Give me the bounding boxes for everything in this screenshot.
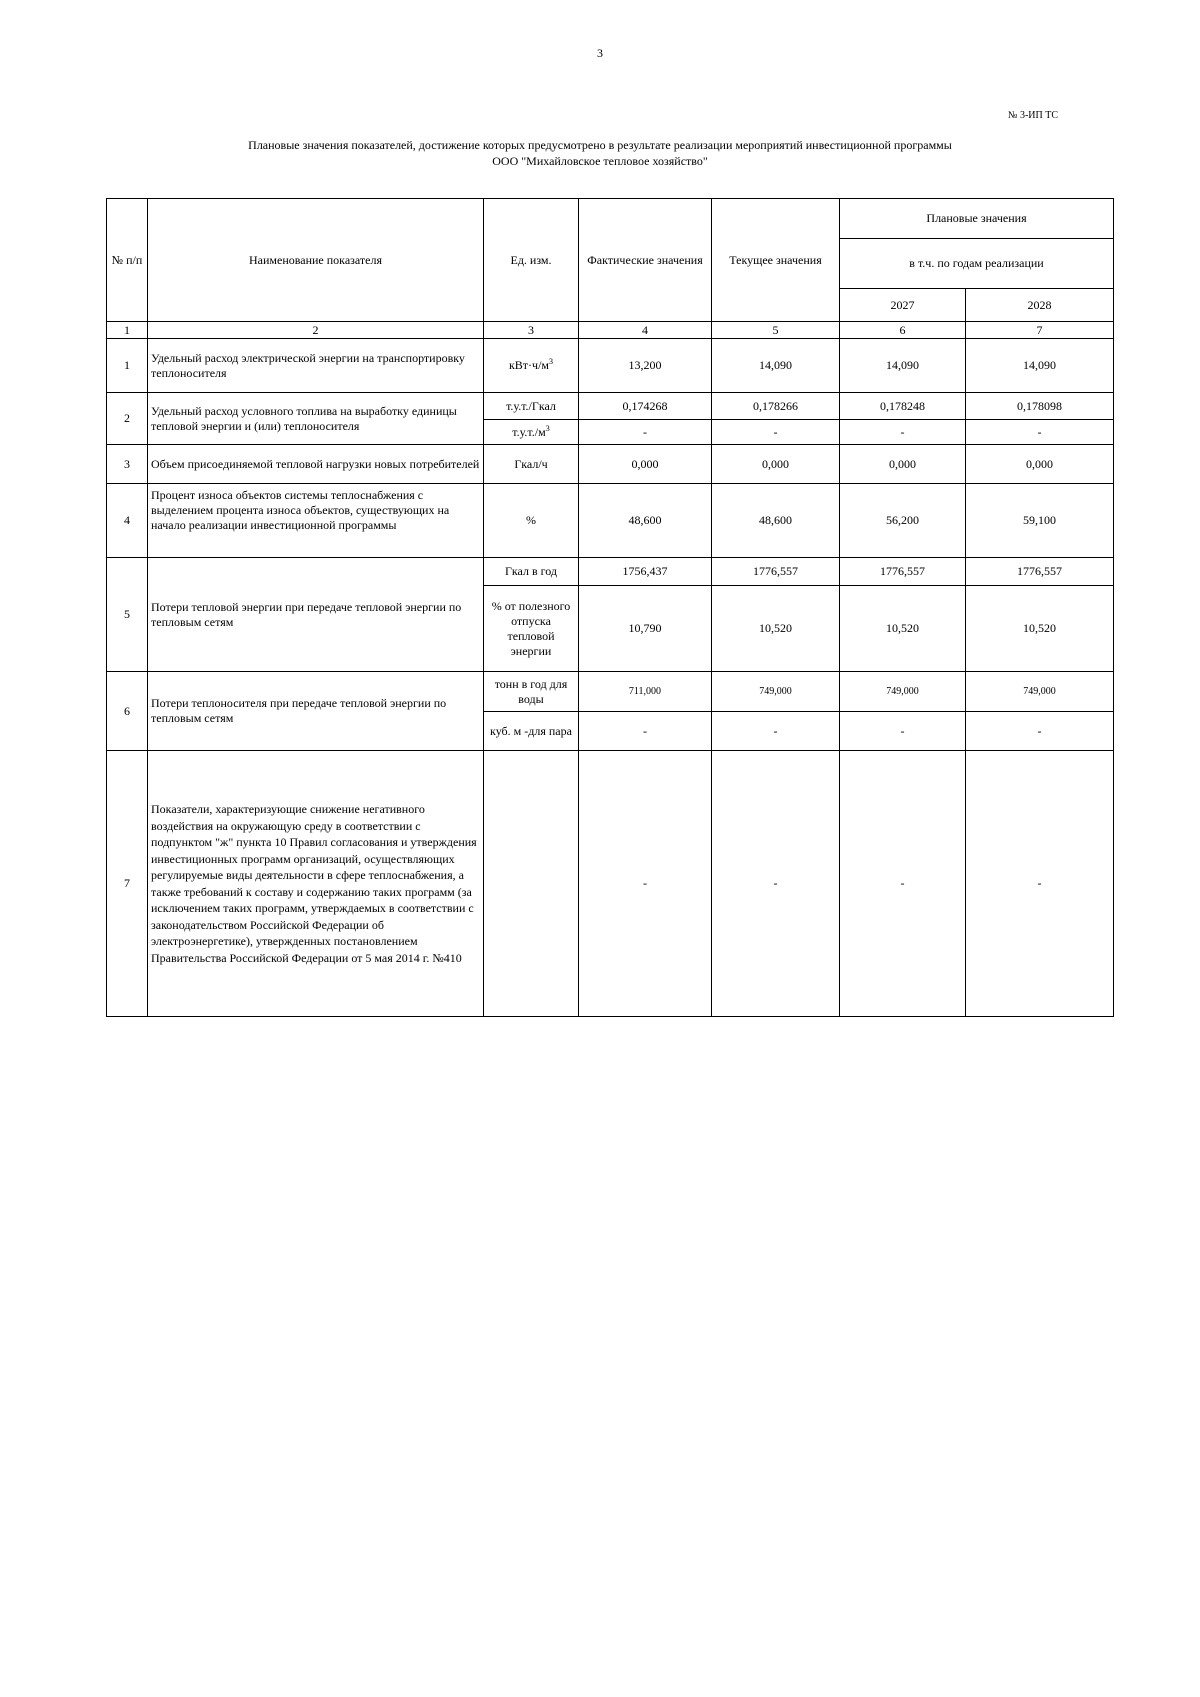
value-2028: 10,520 [966, 586, 1114, 672]
row-unit [484, 751, 579, 1017]
column-number: 1 [107, 322, 148, 339]
row-unit: тонн в год для воды [484, 672, 579, 712]
form-code: № 3-ИП ТС [1007, 110, 1058, 121]
value-current: 10,520 [712, 586, 840, 672]
header-by-years: в т.ч. по годам реализации [840, 239, 1114, 289]
value-actual: 0,000 [579, 445, 712, 484]
value-2027: - [840, 751, 966, 1017]
indicators-table [106, 198, 1114, 1017]
row-num: 3 [107, 445, 148, 484]
table-row [107, 558, 1114, 586]
header-year-2028: 2028 [966, 289, 1114, 322]
value-actual: 1756,437 [579, 558, 712, 586]
row-name: Удельный расход условного топлива на выработку единицы тепловой энергии и (или) теплоносителя [148, 393, 484, 445]
value-actual: 10,790 [579, 586, 712, 672]
value-2028: 14,090 [966, 339, 1114, 393]
value-2027: - [840, 712, 966, 751]
header-year-2027: 2027 [840, 289, 966, 322]
row-num: 7 [107, 751, 148, 1017]
header-num: № п/п [107, 199, 148, 322]
column-number: 2 [148, 322, 484, 339]
value-2027: 0,000 [840, 445, 966, 484]
table-row [107, 339, 1114, 393]
table-row [107, 445, 1114, 484]
value-current: 749,000 [712, 672, 840, 712]
row-num: 1 [107, 339, 148, 393]
value-current: 0,000 [712, 445, 840, 484]
value-2027: - [840, 420, 966, 445]
row-name: Процент износа объектов системы теплоснабжения с выделением процента износа объектов, существующих на начало реализации инвестиционной программы [148, 484, 484, 558]
header-unit: Ед. изм. [484, 199, 579, 322]
row-unit: $т.у.т./м^3$ [484, 420, 579, 445]
table-row [107, 484, 1114, 558]
column-number: 4 [579, 322, 712, 339]
value-2027: 10,520 [840, 586, 966, 672]
value-2027: 1776,557 [840, 558, 966, 586]
value-2027: 56,200 [840, 484, 966, 558]
row-name: Потери теплоносителя при передаче тепловой энергии по тепловым сетям [148, 672, 484, 751]
page-number: 3 [597, 46, 603, 60]
header-planned: Плановые значения [840, 199, 1114, 239]
value-actual: 48,600 [579, 484, 712, 558]
title-line-1: Плановые значения показателей, достижение которых предусмотрено в результате реализации мероприятий инвестиционной программы [248, 138, 952, 152]
row-num: 2 [107, 393, 148, 445]
value-2027: 749,000 [840, 672, 966, 712]
value-current: 0,178266 [712, 393, 840, 420]
table-row [107, 672, 1114, 712]
value-2027: 0,178248 [840, 393, 966, 420]
value-current: - [712, 751, 840, 1017]
value-2028: - [966, 751, 1114, 1017]
value-2028: 0,000 [966, 445, 1114, 484]
value-actual: 0,174268 [579, 393, 712, 420]
value-actual: 711,000 [579, 672, 712, 712]
header-actual: Фактические значения [579, 199, 712, 322]
value-2028: - [966, 712, 1114, 751]
value-current: 1776,557 [712, 558, 840, 586]
table-row [107, 393, 1114, 420]
value-current: 48,600 [712, 484, 840, 558]
row-unit: % [484, 484, 579, 558]
table-row [107, 751, 1114, 1017]
row-name: Удельный расход электрической энергии на транспортировку теплоносителя [148, 339, 484, 393]
row-unit: $кВт\cdot ч/м^3$ [484, 339, 579, 393]
value-2028: 59,100 [966, 484, 1114, 558]
row-unit: Гкал/ч [484, 445, 579, 484]
row-unit: т.у.т./Гкал [484, 393, 579, 420]
row-unit: Гкал в год [484, 558, 579, 586]
header-name: Наименование показателя [148, 199, 484, 322]
column-number: 6 [840, 322, 966, 339]
column-number: 5 [712, 322, 840, 339]
column-number: 7 [966, 322, 1114, 339]
row-unit: % от полезного отпуска тепловой энергии [484, 586, 579, 672]
row-num: 4 [107, 484, 148, 558]
header-current: Текущее значения [712, 199, 840, 322]
value-current: - [712, 712, 840, 751]
value-current: 14,090 [712, 339, 840, 393]
column-number: 3 [484, 322, 579, 339]
value-2028: - [966, 420, 1114, 445]
document-title [100, 137, 1100, 169]
value-2028: 1776,557 [966, 558, 1114, 586]
row-unit: куб. м -для пара [484, 712, 579, 751]
row-num: 6 [107, 672, 148, 751]
value-actual: - [579, 420, 712, 445]
title-line-2: ООО "Михайловское тепловое хозяйство" [492, 154, 708, 168]
value-2028: 0,178098 [966, 393, 1114, 420]
row-name: Объем присоединяемой тепловой нагрузки новых потребителей [148, 445, 484, 484]
value-actual: - [579, 712, 712, 751]
value-actual: - [579, 751, 712, 1017]
row-name: Потери тепловой энергии при передаче тепловой энергии по тепловым сетям [148, 558, 484, 672]
value-current: - [712, 420, 840, 445]
value-actual: 13,200 [579, 339, 712, 393]
value-2028: 749,000 [966, 672, 1114, 712]
row-num: 5 [107, 558, 148, 672]
value-2027: 14,090 [840, 339, 966, 393]
row-name: Показатели, характеризующие снижение негативного воздействия на окружающую среду в соответствии с подпунктом "ж" пункта 10 Правил согласования и утверждения инвестиционных программ организаций, осуществляющих регулируемые виды деятельности в сфере теплоснабжения, а также требований к составу и содержанию таких программ (за исключением таких программ, утверждаемых в соответствии с законодательством Российской Федерации об электроэнергетике), утвержденных постановлением Правительства Российской Федерации от 5 мая 2014 г. №410 [148, 751, 484, 1017]
